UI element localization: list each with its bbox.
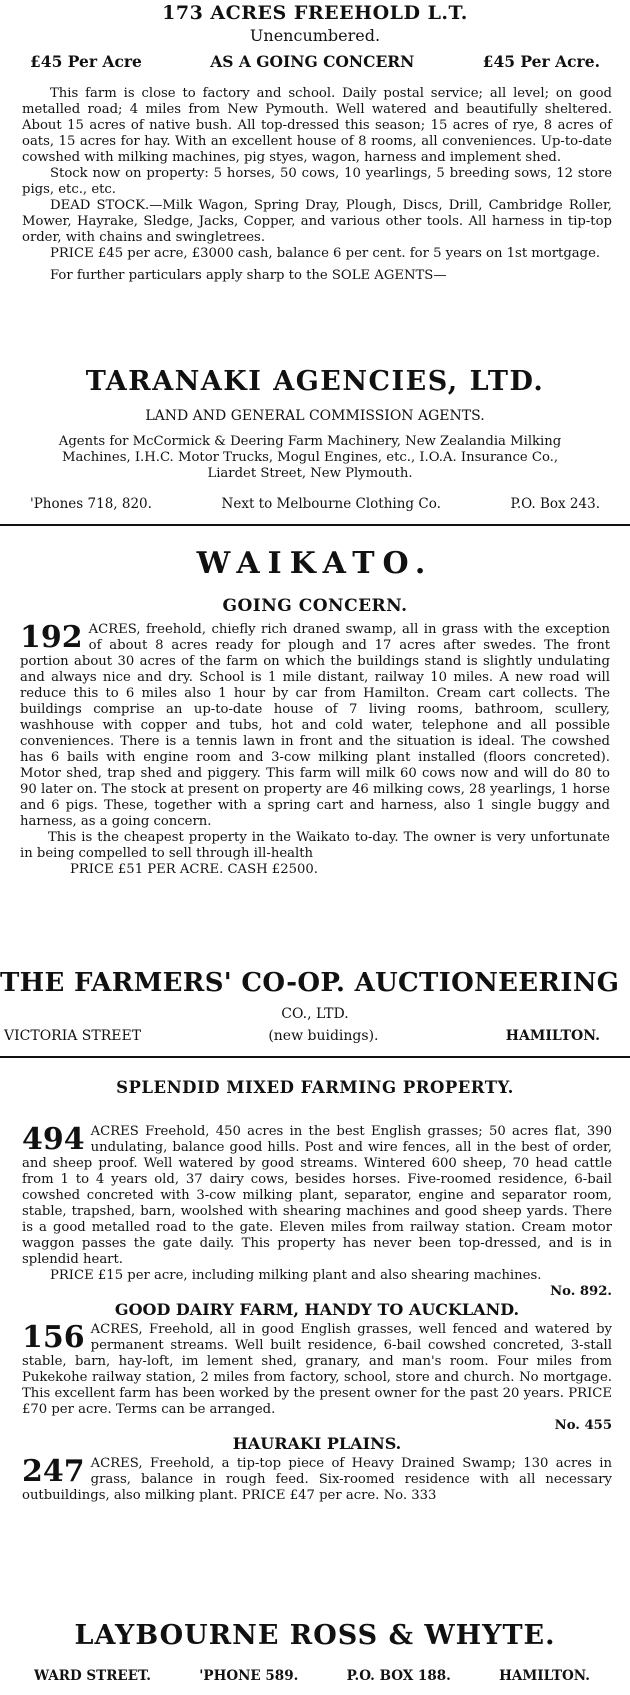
agent-pobox: P.O. Box 243. <box>510 496 600 512</box>
ad1-paragraph: DEAD STOCK.—Milk Wagon, Spring Dray, Plough, Discs, Drill, Cambridge Roller, Mower, Hayrake, Sledge, Jacks, Copper, and various other tools. All harness in tip-top order, with chains and swingletrees. <box>22 198 612 245</box>
ad3-pobox: P.O. BOX 188. <box>346 1668 451 1684</box>
ad2-new-buildings: (new buidings). <box>268 1028 379 1044</box>
ad3-acre-number-1: 494 <box>22 1122 85 1157</box>
ad1-going-concern: AS A GOING CONCERN <box>210 52 415 71</box>
agent-location: Next to Melbourne Clothing Co. <box>221 496 441 512</box>
agent-subtitle: LAND AND GENERAL COMMISSION AGENTS. <box>145 408 485 424</box>
ad2-paragraph-text: ACRES, freehold, chiefly rich draned swamp, all in grass with the exception of about 8 acres ready for plough and 17 acres after swedes. The front portion about 30 acres of the farm on which the buildings stand is slightly undulating and always nice and dry. School is 1 mile distant, railway 10 miles. A new road will reduce this to 6 miles also 1 hour by car from Hamilton. Cream cart collects. The buildings comprise an up-to-date house of 7 living rooms, bathroom, scullery, washhouse with copper and tubs, hot and cold water, telephone and all possible conveniences. There is a tennis lawn in front and the situation is ideal. The cowshed has 6 bails with engine room and 3-cow milking plant installed (floors concreted). Motor shed, trap shed and piggery. This farm will milk 60 cows now and will do 80 to 90 later on. The stock at present on property are 46 milking cows, 28 yearlings, 1 horse and 6 pigs. These, together with a spring cart and harness, also 1 single buggy and harness, as a going concern. <box>20 622 610 829</box>
ad3-ref-1: No. 892. <box>550 1284 612 1299</box>
ad1-title: 173 ACRES FREEHOLD L.T. <box>162 2 468 24</box>
ad3-paragraph <box>22 1124 612 1268</box>
ad3-paragraph <box>22 1456 612 1504</box>
ad1-body <box>22 86 612 284</box>
ad2-acre-number: 192 <box>20 620 83 655</box>
ad1-price-row <box>0 52 630 71</box>
ad3-paragraph-text: ACRES, Freehold, all in good English grasses, well fenced and watered by permanent streams. Well built residence, 6-bail cowshed concreted, 3-stall stable, barn, hay-loft, im lement shed, granary, and man's room. Four miles from Pukekohe railway station, 2 miles from factory, school, store and church. No mortgage. This excellent farm has been worked by the present owner for the past 20 years. PRICE £70 per acre. Terms can be arranged. <box>22 1322 612 1417</box>
ad3-price-1: PRICE £15 per acre, including milking plant and also shearing machines. <box>50 1268 542 1283</box>
ad2-town: HAMILTON. <box>505 1028 600 1044</box>
ad2-paragraph: This is the cheapest property in the Waikato to-day. The owner is very unfortunate in being compelled to sell through ill-health <box>20 830 610 861</box>
agent-phones: 'Phones 718, 820. <box>30 496 152 512</box>
ad1-paragraph: This farm is close to factory and school. Daily postal service; all level; on good metalled road; 4 miles from New Pymouth. Well watered and beautifully sheltered. About 15 acres of native bush. All top-dressed this season; 15 acres of rye, 8 acres of oats, 15 acres for hay. With an excellent house of 8 rooms, all conveniences. Up-to-date cowshed with milking machines, pig styes, wagon, harness and implement shed. <box>22 86 612 165</box>
divider-rule <box>0 1056 630 1058</box>
agent-contact-row <box>0 496 630 512</box>
ad2-address-row <box>0 1028 630 1044</box>
ad2-paragraph <box>20 622 610 830</box>
ad1-subtitle: Unencumbered. <box>249 26 381 45</box>
ad2-price: PRICE £51 PER ACRE. CASH £2500. <box>70 862 318 877</box>
ad3-street: WARD STREET. <box>34 1668 151 1684</box>
ad3-body <box>22 1124 612 1504</box>
ad1-price-right: £45 Per Acre. <box>482 52 600 71</box>
ad3-phone: 'PHONE 589. <box>199 1668 299 1684</box>
agent-description: Agents for McCormick & Deering Farm Machinery, New Zealandia Milking Machines, I.H.C. Motor Trucks, Mogul Engines, etc., I.O.A. Insurance Co., Liardet Street, New Plymouth. <box>58 434 562 481</box>
ad2-title: WAIKATO. <box>196 546 434 581</box>
ad1-paragraph: For further particulars apply sharp to the SOLE AGENTS— <box>50 268 447 283</box>
ad2-firm: THE FARMERS' CO-OP. AUCTIONEERING <box>0 968 620 998</box>
ad3-paragraph <box>22 1322 612 1418</box>
ad3-acre-number-2: 156 <box>22 1320 85 1355</box>
agent-name: TARANAKI AGENCIES, LTD. <box>85 366 545 397</box>
divider-rule <box>0 524 630 526</box>
ad1-paragraph: Stock now on property: 5 horses, 50 cows, 10 yearlings, 5 breeding sows, 12 store pigs, etc., etc. <box>22 166 612 197</box>
ad3-ref-2: No. 455 <box>554 1418 612 1433</box>
ad3-contact-row <box>0 1668 630 1684</box>
ad3-title: SPLENDID MIXED FARMING PROPERTY. <box>116 1078 514 1097</box>
ad3-paragraph-text: ACRES Freehold, 450 acres in the best English grasses; 50 acres flat, 390 undulating, balance good hills. Post and wire fences, all in the best of order, and sheep proof. Well watered by good streams. Wintered 600 sheep, 70 head cattle from 1 to 4 years old, 37 dairy cows, besides horses. Five-roomed residence, 6-bail cowshed concreted with 3-cow milking plant, separator, engine and separator room, stable, trapshed, barn, woolshed with shearing machines and good sheep yards. There is a good metalled road to the gate. Eleven miles from railway station. Cream motor waggon passes the gate daily. This property has never been top-dressed, and is in splendid heart. <box>22 1124 612 1267</box>
ad3-firm: LAYBOURNE ROSS & WHYTE. <box>74 1620 556 1651</box>
ad2-street: VICTORIA STREET <box>4 1028 142 1044</box>
ad2-subtitle: GOING CONCERN. <box>222 596 408 616</box>
ad2-body <box>20 622 610 878</box>
ad3-acre-number-3: 247 <box>22 1454 85 1489</box>
ad3-paragraph-text: ACRES, Freehold, a tip-top piece of Heavy Drained Swamp; 130 acres in grass, balance in rough feed. Six-roomed residence with all necessary outbuildings, also milking plant. PRICE £47 per acre. No. 333 <box>22 1456 612 1503</box>
ad1-price-left: £45 Per Acre <box>30 52 142 71</box>
ad3-town: HAMILTON. <box>499 1668 590 1684</box>
ad3-heading-3: HAURAKI PLAINS. <box>232 1434 402 1453</box>
ad1-paragraph: PRICE £45 per acre, £3000 cash, balance 6 per cent. for 5 years on 1st mortgage. <box>50 246 601 261</box>
ad3-heading-2: GOOD DAIRY FARM, HANDY TO AUCKLAND. <box>114 1300 520 1319</box>
ad2-firm-co: CO., LTD. <box>281 1006 349 1022</box>
